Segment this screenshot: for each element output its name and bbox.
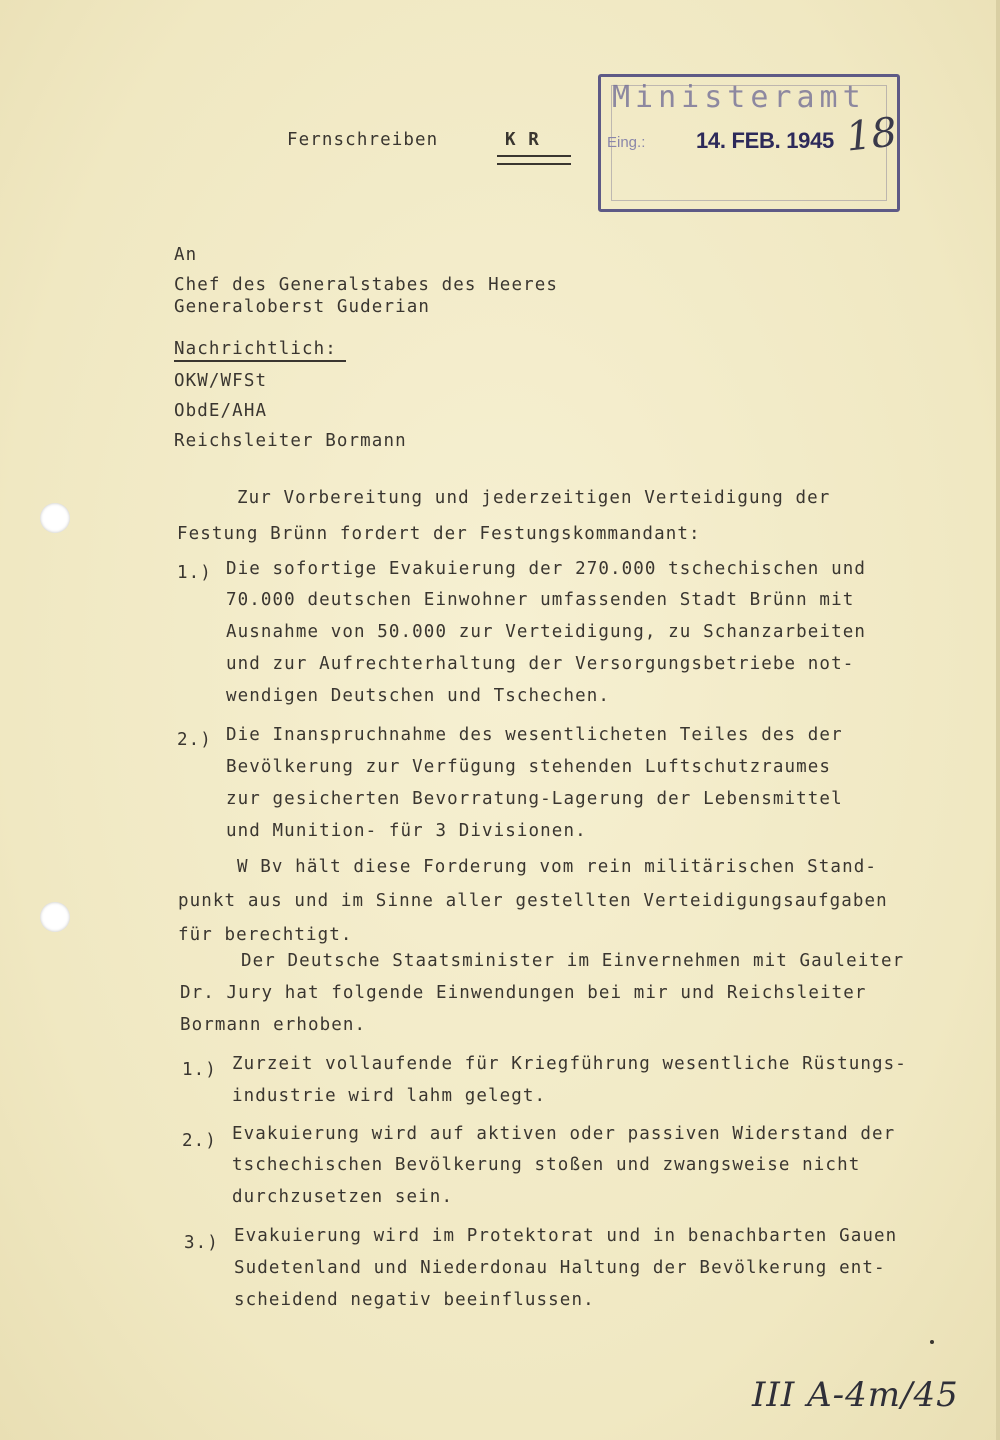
cc-recipient-2: ObdE/AHA <box>174 401 268 421</box>
staatsminister-line-1: Der Deutsche Staatsminister im Einvernehmen mit Gauleiter <box>241 951 905 971</box>
objection-3-line-1: Evakuierung wird im Protektorat und in benachbarten Gauen <box>234 1226 898 1246</box>
stamp-title: Ministeramt <box>612 80 866 115</box>
objection-1-line-2: industrie wird lahm gelegt. <box>232 1086 547 1106</box>
objection-3-number: 3.) <box>184 1233 219 1253</box>
stamp-eingang-label: Eing.: <box>607 134 646 151</box>
demand-2-line-3: zur gesicherten Bevorratung-Lagerung der Lebensmittel <box>226 789 843 809</box>
page-edge <box>996 0 1000 1440</box>
intro-line-2: Festung Brünn fordert der Festungskommandant: <box>177 524 701 544</box>
objection-2-number: 2.) <box>182 1131 217 1151</box>
demand-1-line-1: Die sofortige Evakuierung der 270.000 tschechischen und <box>226 559 866 579</box>
punch-hole-bottom <box>40 902 70 932</box>
objection-1-number: 1.) <box>182 1060 217 1080</box>
staatsminister-line-3: Bormann erhoben. <box>180 1015 367 1035</box>
demand-1-line-2: 70.000 deutschen Einwohner umfassenden Stadt Brünn mit <box>226 590 855 610</box>
cc-recipient-3: Reichsleiter Bormann <box>174 431 407 451</box>
nachrichtlich-label: Nachrichtlich: <box>174 339 337 359</box>
objection-2-line-1: Evakuierung wird auf aktiven oder passiven Widerstand der <box>232 1124 896 1144</box>
stamp-date: 14. FEB. 1945 <box>696 128 834 153</box>
stamp-handwritten-number: 18 <box>843 109 900 161</box>
intro-line-1: Zur Vorbereitung und jederzeitigen Verteidigung der <box>237 488 831 508</box>
wbv-line-3: für berechtigt. <box>178 925 353 945</box>
file-reference-handwritten: III A-4m/45 <box>752 1375 959 1415</box>
demand-1-number: 1.) <box>177 563 212 583</box>
objection-3-line-2: Sudetenland und Niederdonau Haltung der Bevölkerung ent- <box>234 1258 886 1278</box>
demand-1-line-3: Ausnahme von 50.000 zur Verteidigung, zu Schanzarbeiten <box>226 622 866 642</box>
demand-1-line-4: und zur Aufrechterhaltung der Versorgungsbetriebe not- <box>226 654 855 674</box>
wbv-line-2: punkt aus und im Sinne aller gestellten Verteidigungsaufgaben <box>178 891 888 911</box>
demand-2-line-2: Bevölkerung zur Verfügung stehenden Luftschutzraumes <box>226 757 832 777</box>
nachrichtlich-underline <box>174 360 346 362</box>
recipient-line-2: Generaloberst Guderian <box>174 297 430 317</box>
demand-2-number: 2.) <box>177 730 212 750</box>
objection-3-line-3: scheidend negativ beeinflussen. <box>234 1290 595 1310</box>
demand-2-line-1: Die Inanspruchnahme des wesentlicheten Teiles des der <box>226 725 843 745</box>
document-type: Fernschreiben <box>287 130 439 150</box>
header-code: K R <box>505 130 540 150</box>
wbv-line-1: W Bv hält diese Forderung vom rein militärischen Stand- <box>237 857 877 877</box>
demand-1-line-5: wendigen Deutschen und Tschechen. <box>226 686 610 706</box>
ink-dot <box>930 1340 934 1344</box>
demand-2-line-4: und Munition- für 3 Divisionen. <box>226 821 587 841</box>
objection-2-line-2: tschechischen Bevölkerung stoßen und zwangsweise nicht <box>232 1155 861 1175</box>
objection-2-line-3: durchzusetzen sein. <box>232 1187 454 1207</box>
cc-recipient-1: OKW/WFSt <box>174 371 268 391</box>
punch-hole-top <box>40 503 70 533</box>
header-double-underline <box>497 155 571 165</box>
recipient-line-1: Chef des Generalstabes des Heeres <box>174 275 558 295</box>
address-an: An <box>174 245 198 265</box>
objection-1-line-1: Zurzeit vollaufende für Kriegführung wesentliche Rüstungs- <box>232 1054 907 1074</box>
staatsminister-line-2: Dr. Jury hat folgende Einwendungen bei mir und Reichsleiter <box>180 983 867 1003</box>
